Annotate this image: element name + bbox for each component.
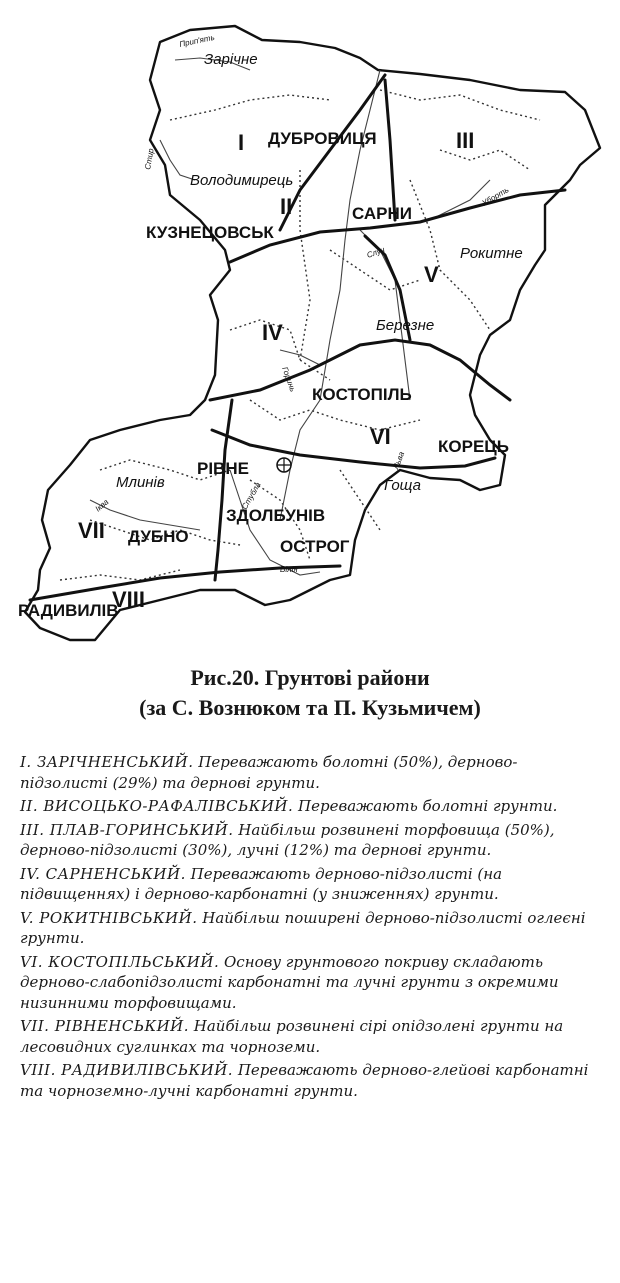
town-volodymyrets: Володимирець	[190, 172, 294, 189]
legend	[20, 752, 600, 1104]
legend-item-text: Найбільш розвинені сірі опідзолені грунти на лесовидних суглинках та чорноземи.	[20, 1017, 564, 1056]
legend-item-5	[20, 908, 600, 949]
legend-item-name: VII. РІВНЕНСЬКИЙ.	[20, 1017, 189, 1035]
region-label-4: IV	[262, 320, 283, 345]
region-label-8: VIII	[112, 587, 146, 612]
river-label-lva: Львa	[391, 450, 407, 471]
legend-item-7	[20, 1016, 600, 1057]
region-label-7: VII	[78, 518, 105, 543]
legend-item-name: III. ПЛАВ-ГОРИНСЬКИЙ.	[20, 820, 234, 839]
city-radyvyliv: РАДИВИЛІВ	[18, 601, 119, 620]
river-label-prypiat: Прип'ять	[178, 32, 216, 49]
legend-item-8	[20, 1060, 600, 1101]
river-label-ikva: Іква	[93, 497, 111, 514]
city-dubrovytsia: ДУБРОВИЦЯ	[268, 129, 377, 148]
region-label-5: V	[424, 262, 439, 287]
legend-item-text: Переважають дерново-глейові карбонатні та чорноземно-лучні карбонатні грунти.	[20, 1061, 589, 1100]
river-label-styr: Стир	[143, 147, 156, 171]
town-hoshcha: Гоща	[384, 477, 421, 494]
river-label-horyn-1: Горинь	[280, 365, 298, 393]
city-zdolbuniv: ЗДОЛБУНІВ	[226, 506, 326, 525]
region-label-3: III	[456, 128, 475, 153]
city-ostroh: ОСТРОГ	[280, 537, 350, 556]
city-korets: КОРЕЦЬ	[438, 437, 509, 456]
legend-item-name: V. РОКИТНІВСЬКИЙ.	[20, 908, 198, 927]
legend-item-text: Переважають болотні грунти.	[293, 797, 558, 815]
legend-item-2	[20, 796, 600, 817]
legend-item-name: IV. САРНЕНСЬКИЙ.	[20, 864, 186, 883]
legend-item-text: Основу грунтового покриву складають дерново-слабопідзолисті карбонатні та лучні грунти з окремими низинними торфовищами.	[20, 952, 559, 1012]
region-label-1: I	[238, 130, 245, 155]
town-zarichne: Зарічне	[204, 51, 258, 68]
river-label-stubla: Стубла	[239, 480, 263, 511]
region-label-6: VI	[370, 424, 391, 449]
city-kostopil: КОСТОПІЛЬ	[312, 385, 412, 404]
city-sarny: САРНИ	[352, 204, 412, 223]
region-label-2: II	[280, 194, 293, 219]
river-label-sluch: Случ	[365, 245, 386, 260]
town-mlyniv: Млинів	[116, 474, 165, 491]
town-rokytne: Рокитне	[460, 245, 523, 262]
legend-item-text: Переважають болотні (50%), дерново-підзолисті (29%) та дернові грунти.	[20, 753, 518, 792]
legend-item-name: VI. КОСТОПІЛЬСЬКИЙ.	[20, 952, 220, 971]
legend-item-name: VIII. РАДИВИЛІВСЬКИЙ.	[20, 1061, 234, 1079]
river-label-viliia: Вілія	[280, 565, 298, 574]
city-dubno: ДУБНО	[128, 527, 189, 546]
city-rivne: РІВНЕ	[197, 459, 249, 478]
legend-item-6	[20, 952, 600, 1014]
town-berezne: Березне	[376, 317, 435, 334]
figure-caption-line-1: Рис.20. Грунтові райони	[190, 665, 430, 690]
legend-item-name: II. ВИСОЦЬКО-РАФАЛІВСЬКИЙ.	[20, 797, 294, 815]
legend-item-text: Переважають дерново-підзолисті (на підвищеннях) і дерново-карбонатні (у зниженнях) грунти.	[20, 864, 503, 903]
legend-item-text: Найбільш поширені дерново-підзолисті оглеєні грунти.	[20, 908, 586, 947]
figure-caption-line-2: (за С. Вознюком та П. Кузьмичем)	[139, 695, 481, 720]
legend-item-4	[20, 864, 600, 905]
legend-item-text: Найбільш розвинені торфовища (50%), дерново-підзолисті (30%), лучні (12%) та дернові грунти.	[20, 820, 555, 859]
legend-item-name: I. ЗАРІЧНЕНСЬКИЙ.	[20, 753, 194, 771]
legend-item-1	[20, 752, 600, 793]
legend-item-3	[20, 820, 600, 861]
river-label-ubort: Уборть	[480, 185, 511, 208]
city-kuznetsovsk: КУЗНЕЦОВСЬК	[146, 223, 274, 242]
